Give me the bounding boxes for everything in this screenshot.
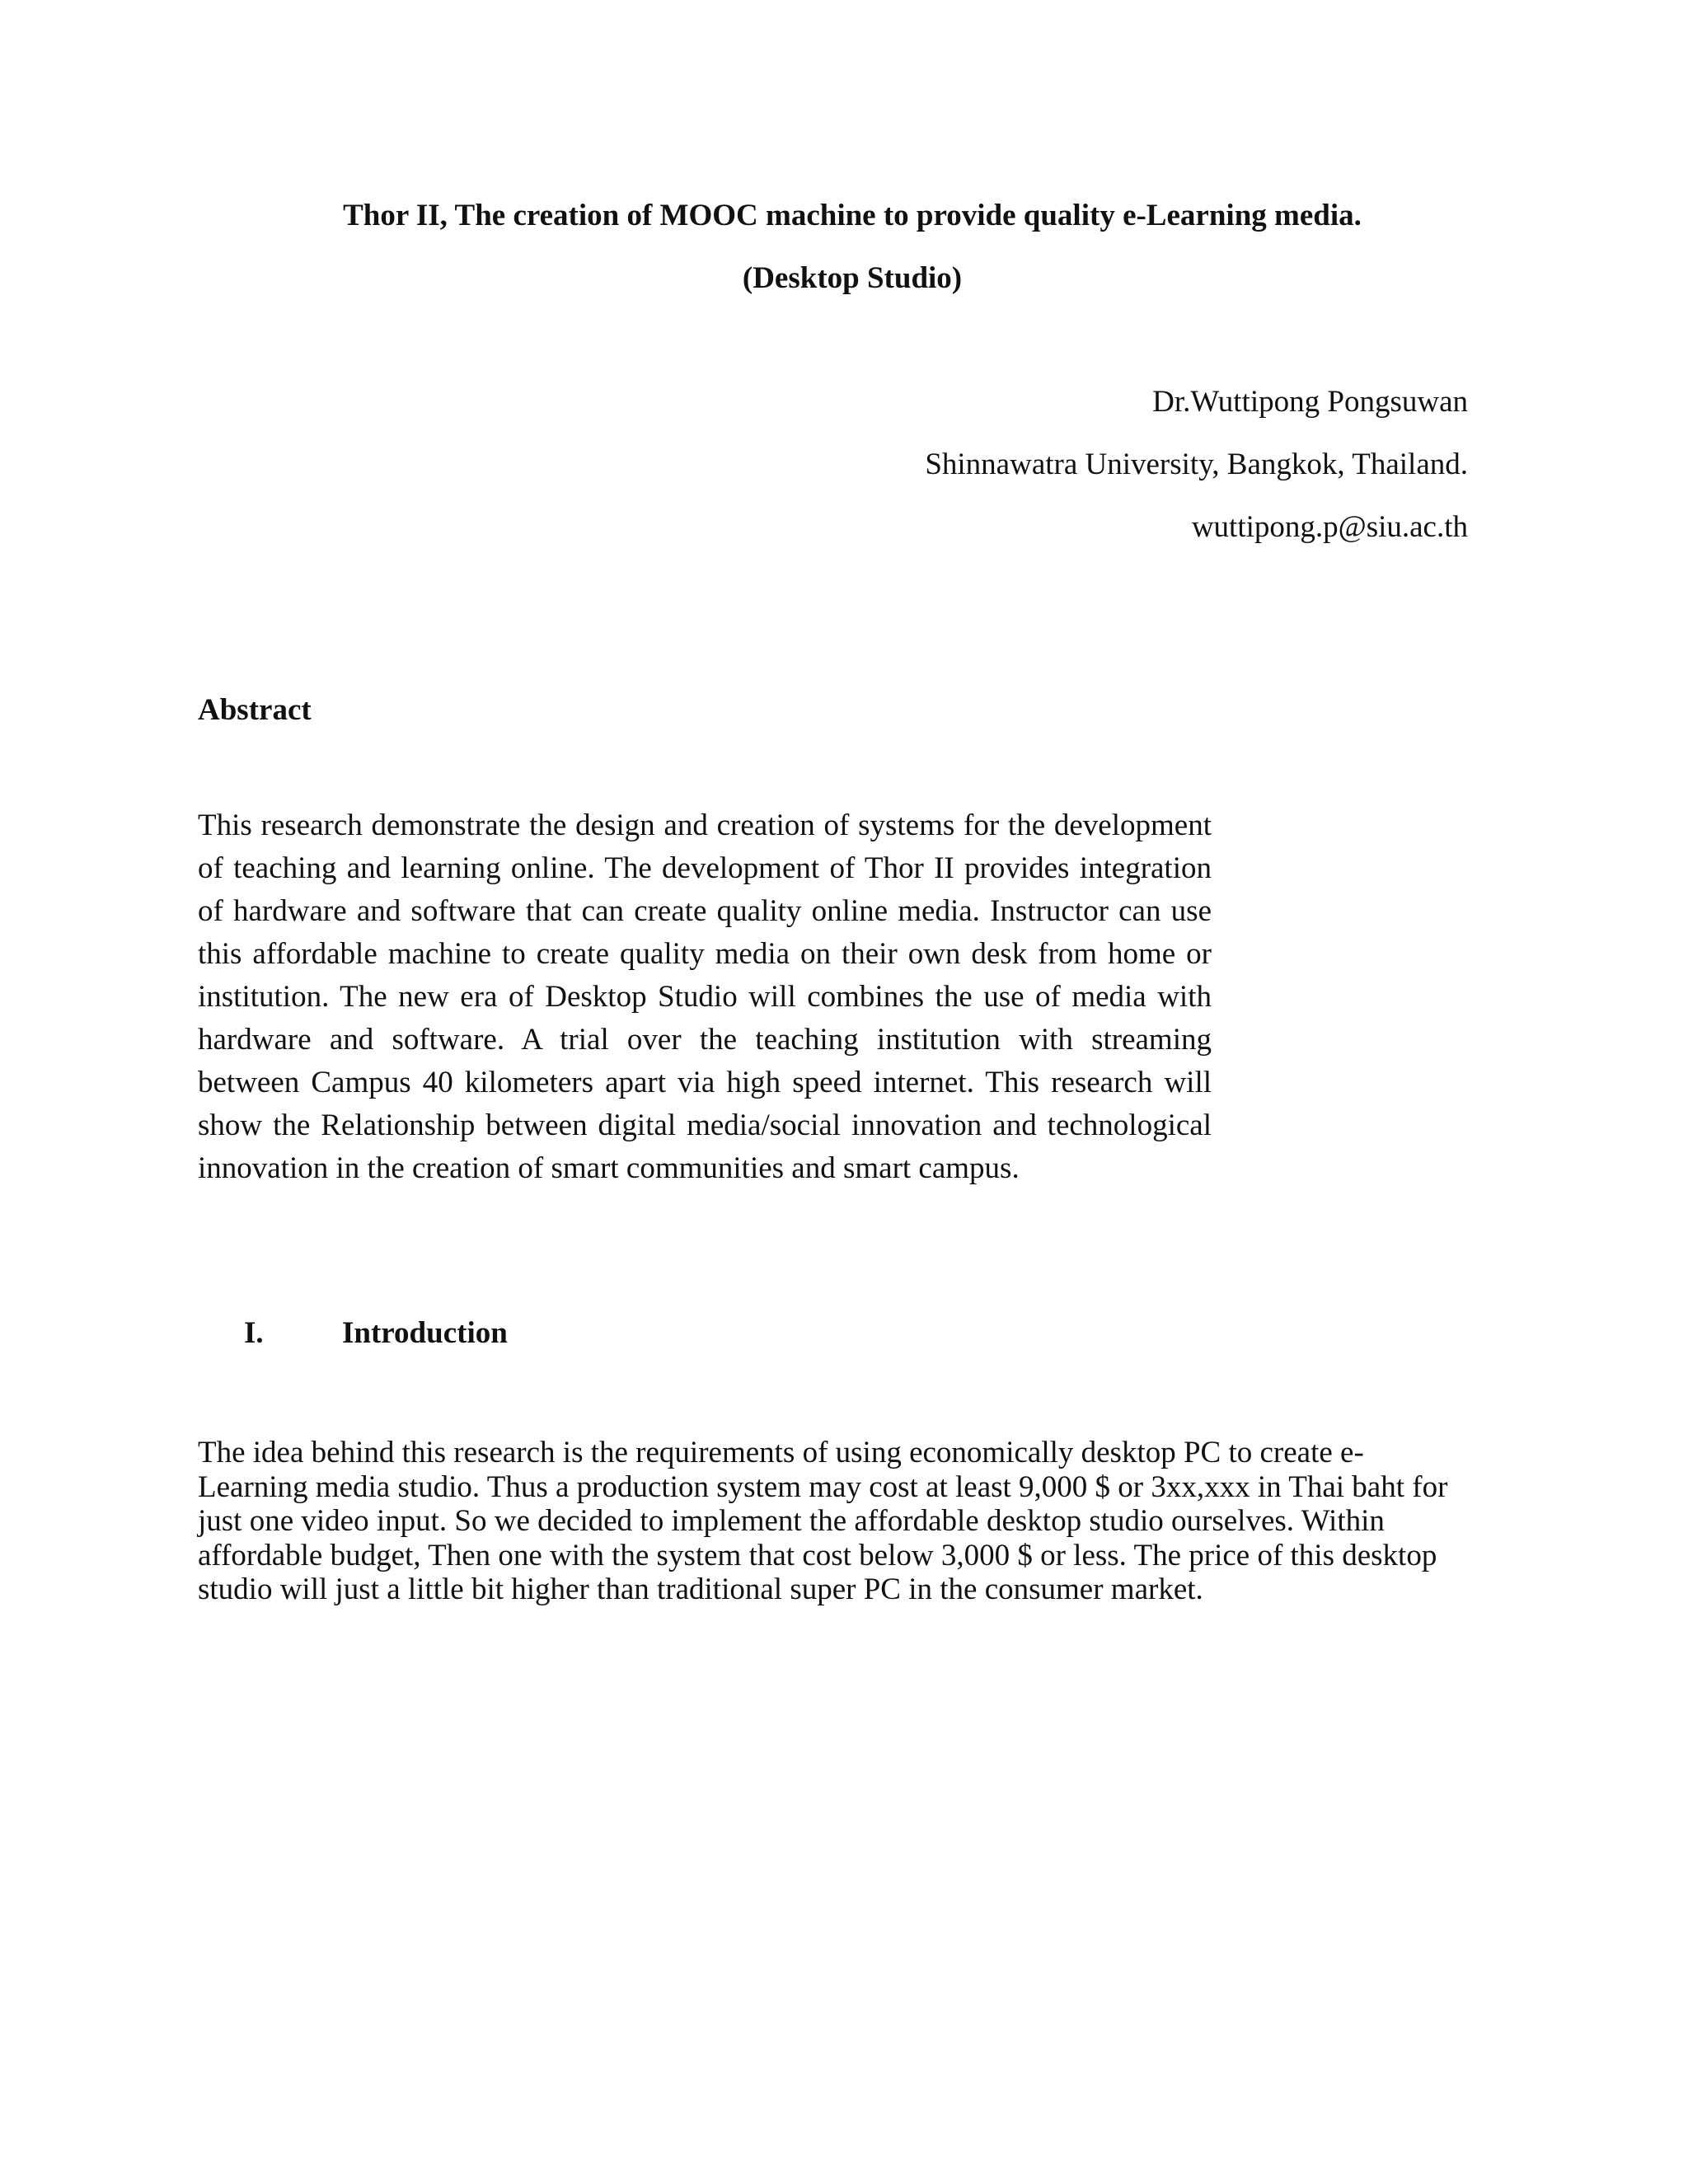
introduction-text: The idea behind this research is the requirements of using economically desktop PC to create e-Learning media studio. Thus a production system may cost at least 9,000 $ or 3xx,xxx in Thai baht for just one video input. So we decided to implement the affordable desktop studio ourselves. Within affordable budget, Then one with the system that cost below 3,000 $ or less. The price of this desktop studio will just a little bit higher than traditional super PC in the consumer market.	[198, 1436, 1448, 1606]
abstract-heading: Abstract	[198, 693, 312, 727]
section-number: I.	[244, 1316, 264, 1350]
author-affiliation: Shinnawatra University, Bangkok, Thailand.	[925, 448, 1468, 481]
paper-title: Thor II, The creation of MOOC machine to provide quality e-Learning media.	[343, 199, 1362, 232]
introduction-heading: Introduction	[342, 1316, 508, 1350]
abstract-text: This research demonstrate the design and creation of systems for the development of teaching and learning online. The development of Thor II provides integration of hardware and software that can create quality online media. Instructor can use this affordable machine to create quality media on their own desk from home or institution. The new era of Desktop Studio will combines the use of media with hardware and software. A trial over the teaching institution with streaming between Campus 40 kilometers apart via high speed internet. This research will show the Relationship between digital media/social innovation and technological innovation in the creation of smart communities and smart campus.	[198, 808, 1212, 1185]
author-email[interactable]: wuttipong.p@siu.ac.th	[1191, 510, 1468, 544]
author-name: Dr.Wuttipong Pongsuwan	[1152, 385, 1468, 419]
paper-subtitle: (Desktop Studio)	[742, 261, 963, 295]
